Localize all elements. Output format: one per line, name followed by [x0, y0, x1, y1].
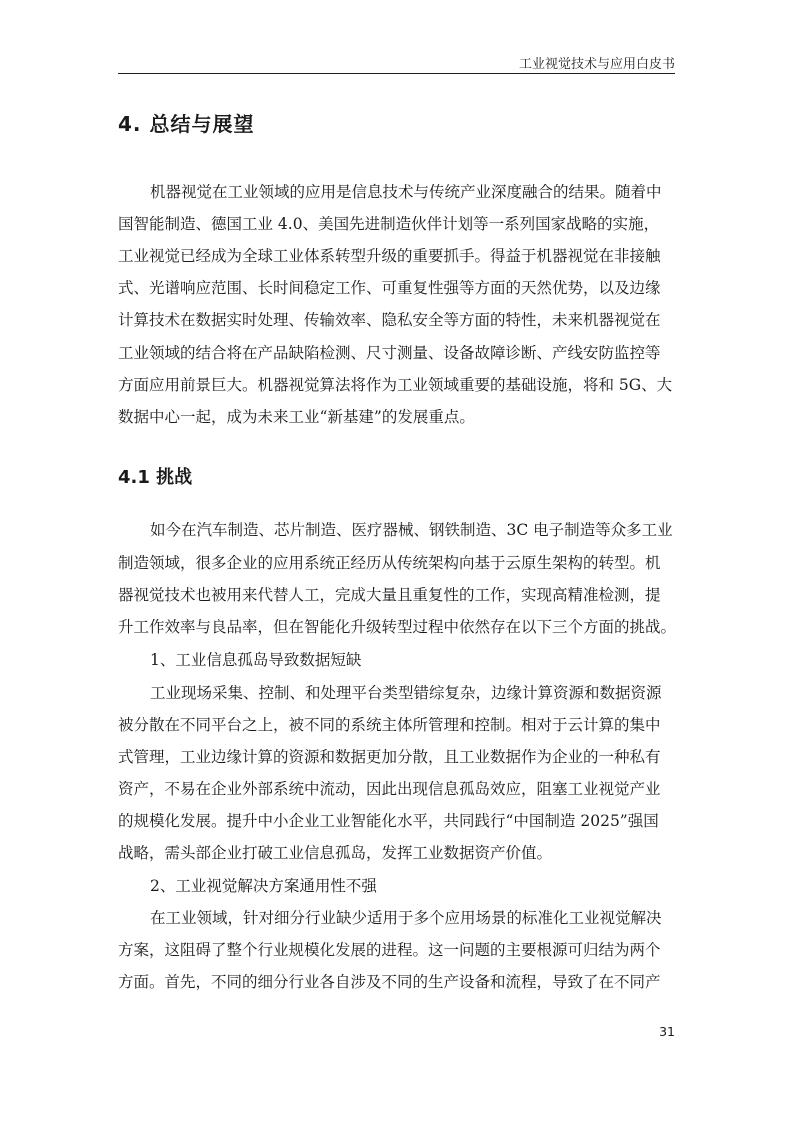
page-number: 31	[659, 1024, 675, 1039]
paragraph-line: 的规模化发展。提升中小企业工业智能化水平，共同践行“中国制造 2025”强国	[118, 812, 659, 830]
paragraph-line: 工业现场采集、控制、和处理平台类型错综复杂，边缘计算资源和数据资源	[150, 684, 662, 702]
section-heading: 4. 总结与展望	[118, 112, 255, 136]
list-heading-1: 1、工业信息孤岛导致数据短缺	[150, 651, 362, 669]
paragraph-line: 资产，不易在企业外部系统中流动，因此出现信息孤岛效应，阻塞工业视觉产业	[118, 780, 661, 798]
paragraph-line: 战略，需头部企业打破工业信息孤岛，发挥工业数据资产价值。	[118, 844, 553, 862]
paragraph-line: 式、光谱响应范围、长时间稳定工作、可重复性强等方面的天然优势，以及边缘	[118, 279, 661, 297]
running-header-title: 工业视觉技术与应用白皮书	[518, 57, 675, 72]
paragraph-line: 数据中心一起，成为未来工业“新基建”的发展重点。	[118, 408, 475, 426]
header-rule	[118, 73, 675, 74]
paragraph-line: 工业领域的结合将在产品缺陷检测、尺寸测量、设备故障诊断、产线安防监控等	[118, 344, 661, 362]
paragraph-line: 机器视觉在工业领域的应用是信息技术与传统产业深度融合的结果。随着中	[150, 183, 662, 201]
paragraph-line: 被分散在不同平台之上，被不同的系统主体所管理和控制。相对于云计算的集中	[118, 716, 661, 734]
paragraph-line: 在工业领域，针对细分行业缺少适用于多个应用场景的标准化工业视觉解决	[150, 909, 662, 927]
paragraph-line: 制造领域，很多企业的应用系统正经历从传统架构向基于云原生架构的转型。机	[118, 554, 661, 572]
paragraph-line: 方面。首先，不同的细分行业各自涉及不同的生产设备和流程，导致了在不同产	[118, 973, 661, 991]
paragraph-line: 升工作效率与良品率，但在智能化升级转型过程中依然存在以下三个方面的挑战。	[118, 618, 677, 636]
paragraph-line: 方案，这阻碍了整个行业规模化发展的进程。这一问题的主要根源可归结为两个	[118, 941, 661, 959]
paragraph-line: 如今在汽车制造、芯片制造、医疗器械、钢铁制造、3C 电子制造等众多工业	[150, 521, 673, 539]
paragraph-line: 计算技术在数据实时处理、传输效率、隐私安全等方面的特性，未来机器视觉在	[118, 311, 661, 329]
paragraph-line: 式管理，工业边缘计算的资源和数据更加分散，且工业数据作为企业的一种私有	[118, 748, 661, 766]
paragraph-line: 国智能制造、德国工业 4.0、美国先进制造伙伴计划等一系列国家战略的实施，	[118, 215, 660, 233]
paragraph-line: 工业视觉已经成为全球工业体系转型升级的重要抓手。得益于机器视觉在非接触	[118, 247, 661, 265]
paragraph-line: 器视觉技术也被用来代替人工，完成大量且重复性的工作，实现高精准检测，提	[118, 586, 661, 604]
paragraph-line: 方面应用前景巨大。机器视觉算法将作为工业领域重要的基础设施，将和 5G、大	[118, 376, 673, 394]
subsection-heading: 4.1 挑战	[118, 467, 193, 488]
list-heading-2: 2、工业视觉解决方案通用性不强	[150, 877, 377, 895]
